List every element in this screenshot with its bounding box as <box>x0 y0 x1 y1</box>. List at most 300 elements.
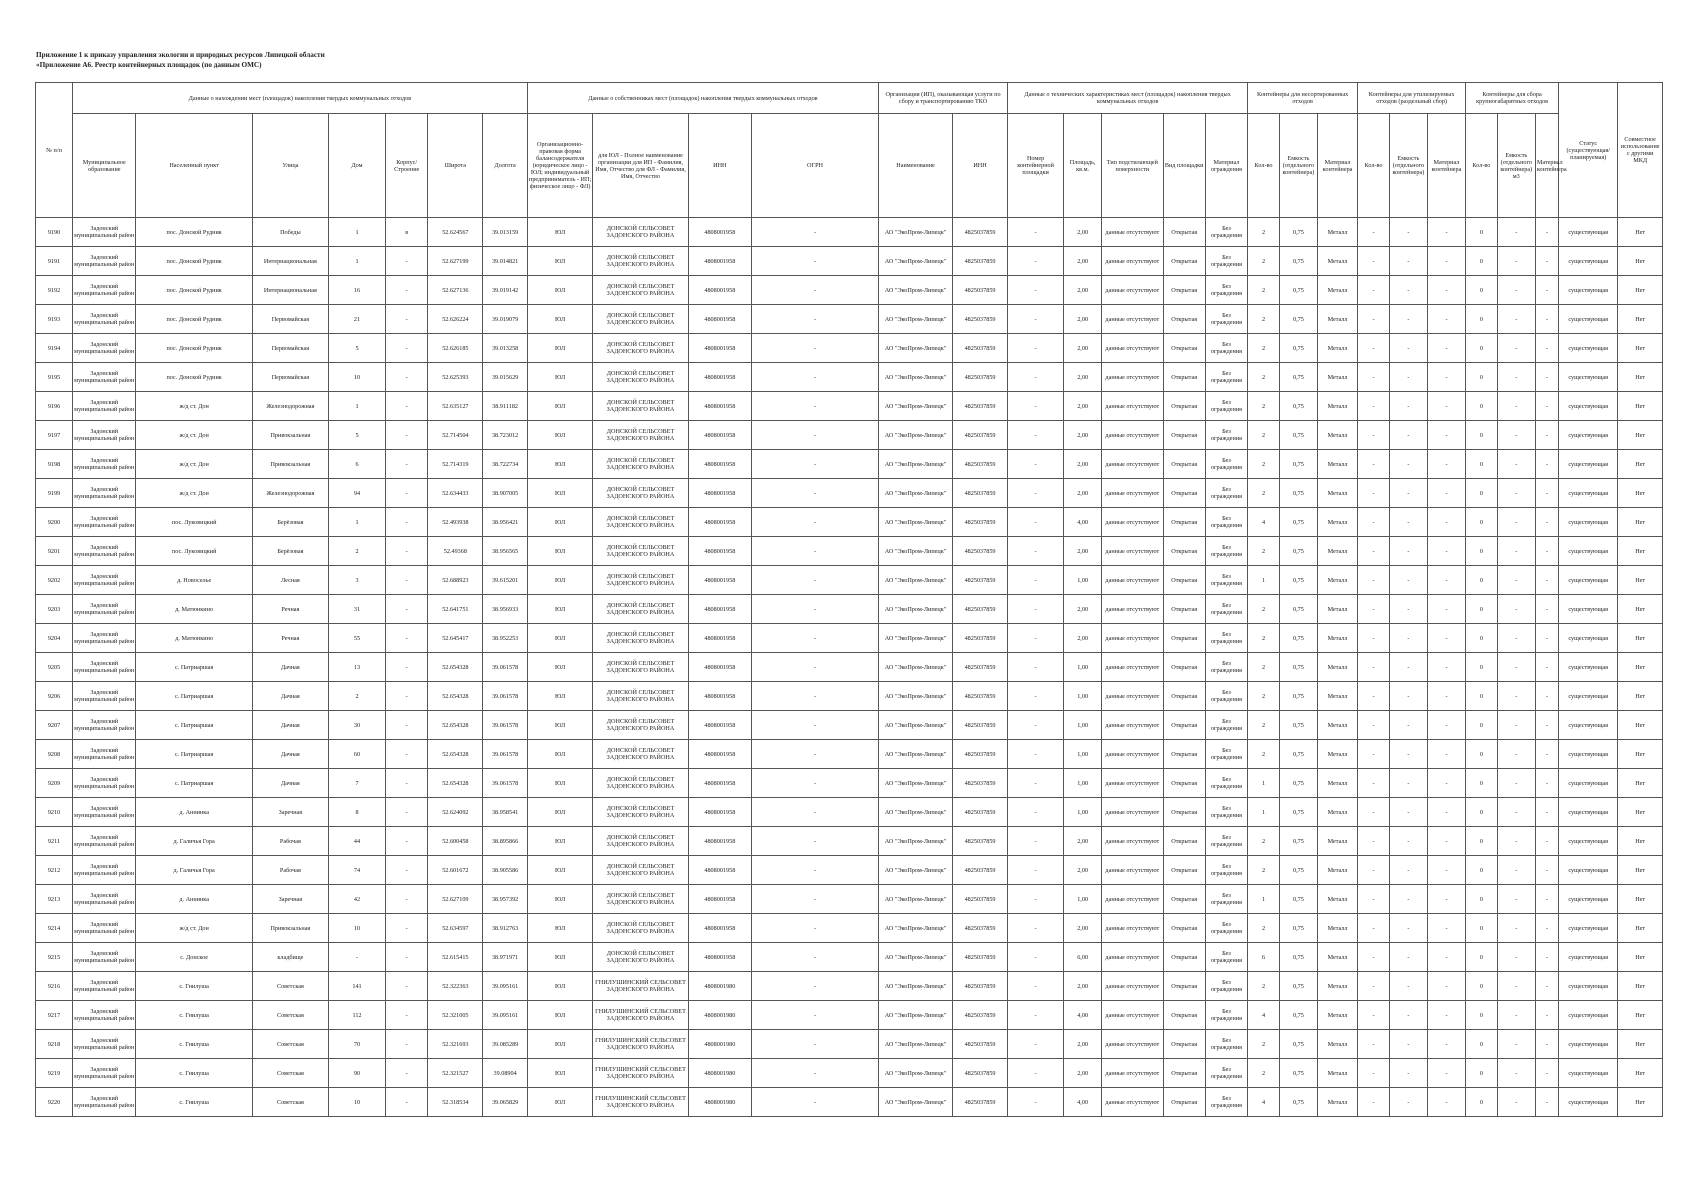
table-cell: 0,75 <box>1279 247 1317 276</box>
table-cell: ДОНСКОЙ СЕЛЬСОВЕТ ЗАДОНСКОГО РАЙОНА <box>593 595 688 624</box>
table-cell: 4825037859 <box>953 682 1008 711</box>
table-cell: - <box>386 972 428 1001</box>
table-cell: - <box>1497 827 1535 856</box>
table-cell: - <box>752 363 879 392</box>
table-cell: Металл <box>1317 276 1357 305</box>
subheader-cell: Материал ограждения <box>1205 114 1247 218</box>
table-cell: Металл <box>1317 914 1357 943</box>
table-cell: - <box>1358 421 1390 450</box>
table-cell: Металл <box>1317 943 1357 972</box>
table-cell: - <box>386 276 428 305</box>
table-cell: данные отсутствуют <box>1102 421 1163 450</box>
table-cell: ж/д ст. Дон <box>136 450 252 479</box>
table-cell: Открытая <box>1163 885 1205 914</box>
table-cell: Задонский муниципальный район <box>73 595 136 624</box>
table-cell: 52.641751 <box>428 595 483 624</box>
table-cell: Нет <box>1618 334 1663 363</box>
table-cell: Без ограждения <box>1205 1001 1247 1030</box>
table-cell: ДОНСКОЙ СЕЛЬСОВЕТ ЗАДОНСКОГО РАЙОНА <box>593 914 688 943</box>
table-cell: Без ограждения <box>1205 711 1247 740</box>
table-cell: 1 <box>1248 885 1280 914</box>
table-cell: 4825037859 <box>953 218 1008 247</box>
table-cell: 52.318534 <box>428 1088 483 1117</box>
table-cell: Металл <box>1317 363 1357 392</box>
table-cell: 2,00 <box>1064 363 1102 392</box>
table-cell: АО "ЭкоПром-Липецк" <box>879 1059 953 1088</box>
table-cell: данные отсутствуют <box>1102 740 1163 769</box>
table-cell: АО "ЭкоПром-Липецк" <box>879 334 953 363</box>
table-cell: - <box>1389 247 1427 276</box>
table-cell: 4825037859 <box>953 247 1008 276</box>
table-cell: - <box>1008 1088 1064 1117</box>
table-cell: ДОНСКОЙ СЕЛЬСОВЕТ ЗАДОНСКОГО РАЙОНА <box>593 624 688 653</box>
subheader-cell: Материал контейнера <box>1535 114 1558 218</box>
table-cell: - <box>1497 1001 1535 1030</box>
table-cell: 0 <box>1466 827 1498 856</box>
subheader-cell: Муниципальное образование <box>73 114 136 218</box>
table-cell: 4808001958 <box>688 943 751 972</box>
table-cell: существующая <box>1559 624 1618 653</box>
table-cell: 8 <box>328 798 385 827</box>
table-cell: 0 <box>1466 508 1498 537</box>
table-cell: Берёзовая <box>252 537 328 566</box>
table-cell: существующая <box>1559 276 1618 305</box>
table-cell: - <box>1427 218 1465 247</box>
table-cell: 2 <box>1248 914 1280 943</box>
table-cell: 9201 <box>36 537 73 566</box>
table-cell: - <box>1427 1030 1465 1059</box>
table-cell: Металл <box>1317 798 1357 827</box>
table-cell: Открытая <box>1163 450 1205 479</box>
table-cell: Нет <box>1618 624 1663 653</box>
table-cell: - <box>1535 972 1558 1001</box>
table-cell: 4825037859 <box>953 508 1008 537</box>
table-cell: - <box>1008 682 1064 711</box>
table-cell: - <box>752 566 879 595</box>
table-row <box>36 334 1663 363</box>
table-cell: 0 <box>1466 653 1498 682</box>
table-cell: 4825037859 <box>953 392 1008 421</box>
table-cell: 4825037859 <box>953 305 1008 334</box>
table-cell: Открытая <box>1163 392 1205 421</box>
table-cell: 0,75 <box>1279 769 1317 798</box>
table-cell: - <box>1427 247 1465 276</box>
table-cell: - <box>752 769 879 798</box>
table-cell: АО "ЭкоПром-Липецк" <box>879 740 953 769</box>
table-cell: 0,75 <box>1279 798 1317 827</box>
header-line-2: «Приложение А6. Реестр контейнерных площадок (по данным ОМС) <box>36 61 262 69</box>
table-cell: 9218 <box>36 1030 73 1059</box>
table-cell: - <box>752 653 879 682</box>
table-cell: Нет <box>1618 305 1663 334</box>
table-cell: ЮЛ <box>527 711 593 740</box>
table-cell: ДОНСКОЙ СЕЛЬСОВЕТ ЗАДОНСКОГО РАЙОНА <box>593 305 688 334</box>
table-cell: ЮЛ <box>527 769 593 798</box>
table-cell: - <box>1389 798 1427 827</box>
table-cell: Нет <box>1618 421 1663 450</box>
table-cell: пос. Луковицкий <box>136 508 252 537</box>
table-cell: 2,00 <box>1064 856 1102 885</box>
table-cell: Задонский муниципальный район <box>73 334 136 363</box>
table-cell: 2 <box>1248 363 1280 392</box>
table-cell: Нет <box>1618 247 1663 276</box>
table-cell: 2 <box>1248 740 1280 769</box>
table-cell: 4825037859 <box>953 334 1008 363</box>
table-cell: 4,00 <box>1064 1088 1102 1117</box>
table-cell: 90 <box>328 1059 385 1088</box>
table-cell: Открытая <box>1163 856 1205 885</box>
subheader-cell: Кол-во <box>1358 114 1390 218</box>
table-cell: ж/д ст. Дон <box>136 421 252 450</box>
table-cell: - <box>386 827 428 856</box>
table-cell: 0 <box>1466 566 1498 595</box>
table-cell: - <box>1389 1001 1427 1030</box>
table-cell: АО "ЭкоПром-Липецк" <box>879 798 953 827</box>
table-cell: 2 <box>1248 972 1280 1001</box>
table-cell: - <box>1427 624 1465 653</box>
table-cell: 52.714504 <box>428 421 483 450</box>
table-cell: с. Патриаршая <box>136 682 252 711</box>
table-cell: 4808001958 <box>688 450 751 479</box>
table-cell: 0 <box>1466 218 1498 247</box>
table-cell: Открытая <box>1163 247 1205 276</box>
table-cell: 38.956565 <box>483 537 527 566</box>
table-cell: 4808001980 <box>688 1030 751 1059</box>
table-cell: - <box>1008 914 1064 943</box>
table-cell: 39.061578 <box>483 740 527 769</box>
table-cell: - <box>1427 1088 1465 1117</box>
table-cell: Задонский муниципальный район <box>73 711 136 740</box>
table-cell: 4808001958 <box>688 740 751 769</box>
table-cell: существующая <box>1559 508 1618 537</box>
table-cell: Задонский муниципальный район <box>73 769 136 798</box>
table-cell: 2 <box>1248 1059 1280 1088</box>
table-cell: Задонский муниципальный район <box>73 363 136 392</box>
table-cell: 9202 <box>36 566 73 595</box>
table-cell: Металл <box>1317 450 1357 479</box>
table-cell: Металл <box>1317 218 1357 247</box>
table-cell: АО "ЭкоПром-Липецк" <box>879 421 953 450</box>
table-cell: ГНИЛУШИНСКИЙ СЕЛЬСОВЕТ ЗАДОНСКОГО РАЙОНА <box>593 1030 688 1059</box>
table-cell: 4,00 <box>1064 508 1102 537</box>
table-cell: существующая <box>1559 798 1618 827</box>
table-cell: Нет <box>1618 392 1663 421</box>
table-cell: 0,75 <box>1279 1001 1317 1030</box>
table-cell: 39.061578 <box>483 711 527 740</box>
table-cell: АО "ЭкоПром-Липецк" <box>879 827 953 856</box>
table-cell: 38.911182 <box>483 392 527 421</box>
table-cell: Открытая <box>1163 769 1205 798</box>
table-cell: - <box>1389 595 1427 624</box>
table-cell: Без ограждения <box>1205 334 1247 363</box>
table-cell: 1 <box>328 392 385 421</box>
table-cell: 39.014821 <box>483 247 527 276</box>
table-cell: Задонский муниципальный район <box>73 827 136 856</box>
table-row <box>36 769 1663 798</box>
subheader-cell: ИНН <box>688 114 751 218</box>
table-cell: АО "ЭкоПром-Липецк" <box>879 1001 953 1030</box>
table-cell: Нет <box>1618 1001 1663 1030</box>
table-cell: 9209 <box>36 769 73 798</box>
table-cell: ДОНСКОЙ СЕЛЬСОВЕТ ЗАДОНСКОГО РАЙОНА <box>593 508 688 537</box>
table-cell: 0,75 <box>1279 653 1317 682</box>
table-cell: - <box>1008 479 1064 508</box>
table-cell: 0 <box>1466 798 1498 827</box>
table-cell: 4825037859 <box>953 943 1008 972</box>
table-cell: - <box>752 392 879 421</box>
table-cell: данные отсутствуют <box>1102 769 1163 798</box>
table-cell: Металл <box>1317 740 1357 769</box>
table-cell: - <box>1497 392 1535 421</box>
table-cell: Без ограждения <box>1205 1059 1247 1088</box>
table-cell: АО "ЭкоПром-Липецк" <box>879 305 953 334</box>
table-cell: 0,75 <box>1279 276 1317 305</box>
table-cell: существующая <box>1559 537 1618 566</box>
table-cell: 39.061578 <box>483 769 527 798</box>
table-cell: АО "ЭкоПром-Липецк" <box>879 972 953 1001</box>
header-group-tech: Данные о технических характеристиках мест (площадок) накопления твердых коммунальных отходов <box>1008 83 1248 114</box>
subheader-cell: Широта <box>428 114 483 218</box>
table-cell: - <box>752 479 879 508</box>
table-cell: Советская <box>252 972 328 1001</box>
table-cell: Задонский муниципальный район <box>73 421 136 450</box>
table-cell: Металл <box>1317 653 1357 682</box>
table-cell: - <box>752 885 879 914</box>
table-cell: 4808001958 <box>688 392 751 421</box>
table-cell: - <box>1535 450 1558 479</box>
table-cell: - <box>1535 566 1558 595</box>
table-cell: - <box>1497 508 1535 537</box>
table-cell: 9213 <box>36 885 73 914</box>
table-cell: Открытая <box>1163 218 1205 247</box>
table-cell: данные отсутствуют <box>1102 595 1163 624</box>
table-cell: - <box>752 856 879 885</box>
table-cell: 52.654328 <box>428 740 483 769</box>
table-cell: АО "ЭкоПром-Липецк" <box>879 624 953 653</box>
table-cell: - <box>1008 798 1064 827</box>
table-cell: 141 <box>328 972 385 1001</box>
table-cell: Задонский муниципальный район <box>73 856 136 885</box>
table-cell: - <box>1427 392 1465 421</box>
table-cell: 55 <box>328 624 385 653</box>
table-cell: Задонский муниципальный район <box>73 1001 136 1030</box>
table-cell: ДОНСКОЙ СЕЛЬСОВЕТ ЗАДОНСКОГО РАЙОНА <box>593 276 688 305</box>
table-cell: 2 <box>1248 827 1280 856</box>
table-cell: данные отсутствуют <box>1102 943 1163 972</box>
table-cell: Интернациональная <box>252 276 328 305</box>
table-cell: существующая <box>1559 218 1618 247</box>
table-cell: - <box>1535 334 1558 363</box>
table-cell: - <box>386 566 428 595</box>
table-cell: 60 <box>328 740 385 769</box>
table-cell: 0,75 <box>1279 1030 1317 1059</box>
table-cell: 9216 <box>36 972 73 1001</box>
table-cell: данные отсутствуют <box>1102 479 1163 508</box>
subheader-cell: Емкость (отдельного контейнера) <box>1279 114 1317 218</box>
table-cell: - <box>1427 943 1465 972</box>
table-cell: - <box>1008 566 1064 595</box>
table-cell: данные отсутствуют <box>1102 450 1163 479</box>
table-cell: - <box>752 537 879 566</box>
table-cell: - <box>1008 247 1064 276</box>
table-cell: Нет <box>1618 1088 1663 1117</box>
table-cell: ДОНСКОЙ СЕЛЬСОВЕТ ЗАДОНСКОГО РАЙОНА <box>593 798 688 827</box>
table-cell: 2 <box>328 537 385 566</box>
table-cell: 9211 <box>36 827 73 856</box>
subheader-cell: Тип подстилающей поверхности <box>1102 114 1163 218</box>
table-cell: данные отсутствуют <box>1102 1088 1163 1117</box>
table-cell: Без ограждения <box>1205 827 1247 856</box>
table-cell: 52.321527 <box>428 1059 483 1088</box>
table-cell: 9200 <box>36 508 73 537</box>
table-cell: - <box>1358 479 1390 508</box>
table-cell: - <box>1497 885 1535 914</box>
table-cell: 1,00 <box>1064 653 1102 682</box>
header-group-recyclable: Контейнеры для утилизируемых отходов (раздельный сбор) <box>1358 83 1466 114</box>
table-cell: существующая <box>1559 653 1618 682</box>
table-cell: Интернациональная <box>252 247 328 276</box>
table-cell: - <box>752 305 879 334</box>
table-cell: ж/д ст. Дон <box>136 914 252 943</box>
table-cell: - <box>1389 421 1427 450</box>
table-cell: 39.095161 <box>483 972 527 1001</box>
table-cell: данные отсутствуют <box>1102 682 1163 711</box>
table-cell: - <box>1535 856 1558 885</box>
table-body <box>36 218 1663 1117</box>
table-cell: 2,00 <box>1064 247 1102 276</box>
table-cell: - <box>752 334 879 363</box>
table-cell: - <box>1535 711 1558 740</box>
table-cell: 52.627109 <box>428 885 483 914</box>
table-cell: Задонский муниципальный район <box>73 218 136 247</box>
table-cell: данные отсутствуют <box>1102 1001 1163 1030</box>
table-cell: - <box>1008 305 1064 334</box>
table-cell: существующая <box>1559 972 1618 1001</box>
table-cell: - <box>752 508 879 537</box>
table-cell: 2,00 <box>1064 914 1102 943</box>
table-cell: - <box>1389 769 1427 798</box>
table-cell: - <box>1535 247 1558 276</box>
table-cell: Открытая <box>1163 595 1205 624</box>
table-cell: 0 <box>1466 1030 1498 1059</box>
table-cell: 1 <box>328 218 385 247</box>
table-cell: 2 <box>1248 537 1280 566</box>
table-cell: 0,75 <box>1279 334 1317 363</box>
table-cell: 70 <box>328 1030 385 1059</box>
table-cell: Металл <box>1317 624 1357 653</box>
table-cell: 4808001980 <box>688 972 751 1001</box>
table-cell: 4825037859 <box>953 595 1008 624</box>
table-cell: - <box>1389 334 1427 363</box>
table-cell: 2 <box>1248 479 1280 508</box>
table-cell: ЮЛ <box>527 1001 593 1030</box>
table-cell: Открытая <box>1163 1088 1205 1117</box>
table-cell: - <box>1358 711 1390 740</box>
table-cell: 4808001958 <box>688 479 751 508</box>
table-cell: Нет <box>1618 885 1663 914</box>
table-cell: 52.635127 <box>428 392 483 421</box>
table-cell: пос. Донской Рудник <box>136 276 252 305</box>
table-cell: - <box>386 885 428 914</box>
table-cell: 52.493938 <box>428 508 483 537</box>
table-cell: - <box>1389 508 1427 537</box>
table-cell: 4825037859 <box>953 1088 1008 1117</box>
table-row <box>36 566 1663 595</box>
table-cell: - <box>1535 392 1558 421</box>
table-cell: 0,75 <box>1279 856 1317 885</box>
table-cell: - <box>752 798 879 827</box>
table-cell: АО "ЭкоПром-Липецк" <box>879 392 953 421</box>
table-cell: 52.627199 <box>428 247 483 276</box>
table-cell: ЮЛ <box>527 508 593 537</box>
table-cell: данные отсутствуют <box>1102 392 1163 421</box>
table-cell: Без ограждения <box>1205 885 1247 914</box>
table-cell: Открытая <box>1163 334 1205 363</box>
table-row <box>36 1088 1663 1117</box>
table-cell: Задонский муниципальный район <box>73 624 136 653</box>
table-cell: пос. Луковицкий <box>136 537 252 566</box>
table-cell: Металл <box>1317 1059 1357 1088</box>
table-cell: 38.905586 <box>483 856 527 885</box>
table-cell: 0,75 <box>1279 1088 1317 1117</box>
table-cell: Открытая <box>1163 537 1205 566</box>
table-cell: 52.600458 <box>428 827 483 856</box>
table-cell: 4808001958 <box>688 798 751 827</box>
table-cell: - <box>1389 363 1427 392</box>
table-cell: Открытая <box>1163 508 1205 537</box>
table-cell: АО "ЭкоПром-Липецк" <box>879 218 953 247</box>
table-cell: Без ограждения <box>1205 943 1247 972</box>
table-cell: Задонский муниципальный район <box>73 508 136 537</box>
table-cell: - <box>752 1030 879 1059</box>
table-cell: 52.688923 <box>428 566 483 595</box>
table-cell: 4825037859 <box>953 421 1008 450</box>
table-cell: данные отсутствуют <box>1102 566 1163 595</box>
table-cell: ДОНСКОЙ СЕЛЬСОВЕТ ЗАДОНСКОГО РАЙОНА <box>593 247 688 276</box>
table-cell: 10 <box>328 363 385 392</box>
table-cell: 52.654328 <box>428 711 483 740</box>
table-cell: - <box>1535 479 1558 508</box>
table-cell: с. Гнилуша <box>136 1030 252 1059</box>
table-cell: Открытая <box>1163 1030 1205 1059</box>
table-cell: Без ограждения <box>1205 508 1247 537</box>
table-cell: - <box>1427 798 1465 827</box>
table-cell: 0,75 <box>1279 566 1317 595</box>
table-cell: ГНИЛУШИНСКИЙ СЕЛЬСОВЕТ ЗАДОНСКОГО РАЙОНА <box>593 1001 688 1030</box>
table-cell: - <box>752 624 879 653</box>
table-cell: Речная <box>252 595 328 624</box>
table-cell: данные отсутствуют <box>1102 653 1163 682</box>
table-cell: Привокзальная <box>252 914 328 943</box>
table-cell: с. Донское <box>136 943 252 972</box>
table-cell: - <box>386 450 428 479</box>
subheader-cell: Кол-во <box>1466 114 1498 218</box>
table-cell: АО "ЭкоПром-Липецк" <box>879 537 953 566</box>
table-cell: пос. Донской Рудник <box>136 334 252 363</box>
header-line-1: Приложение 1 к приказу управления экологии и природных ресурсов Липецкой области <box>36 51 325 59</box>
table-row <box>36 711 1663 740</box>
table-cell: Задонский муниципальный район <box>73 566 136 595</box>
table-cell: ЮЛ <box>527 537 593 566</box>
table-cell: 9212 <box>36 856 73 885</box>
table-cell: - <box>1535 508 1558 537</box>
table-cell: 2 <box>1248 247 1280 276</box>
table-cell: 38.957392 <box>483 885 527 914</box>
table-cell: 4825037859 <box>953 885 1008 914</box>
table-cell: 4825037859 <box>953 624 1008 653</box>
table-cell: существующая <box>1559 1001 1618 1030</box>
table-cell: 2 <box>1248 682 1280 711</box>
